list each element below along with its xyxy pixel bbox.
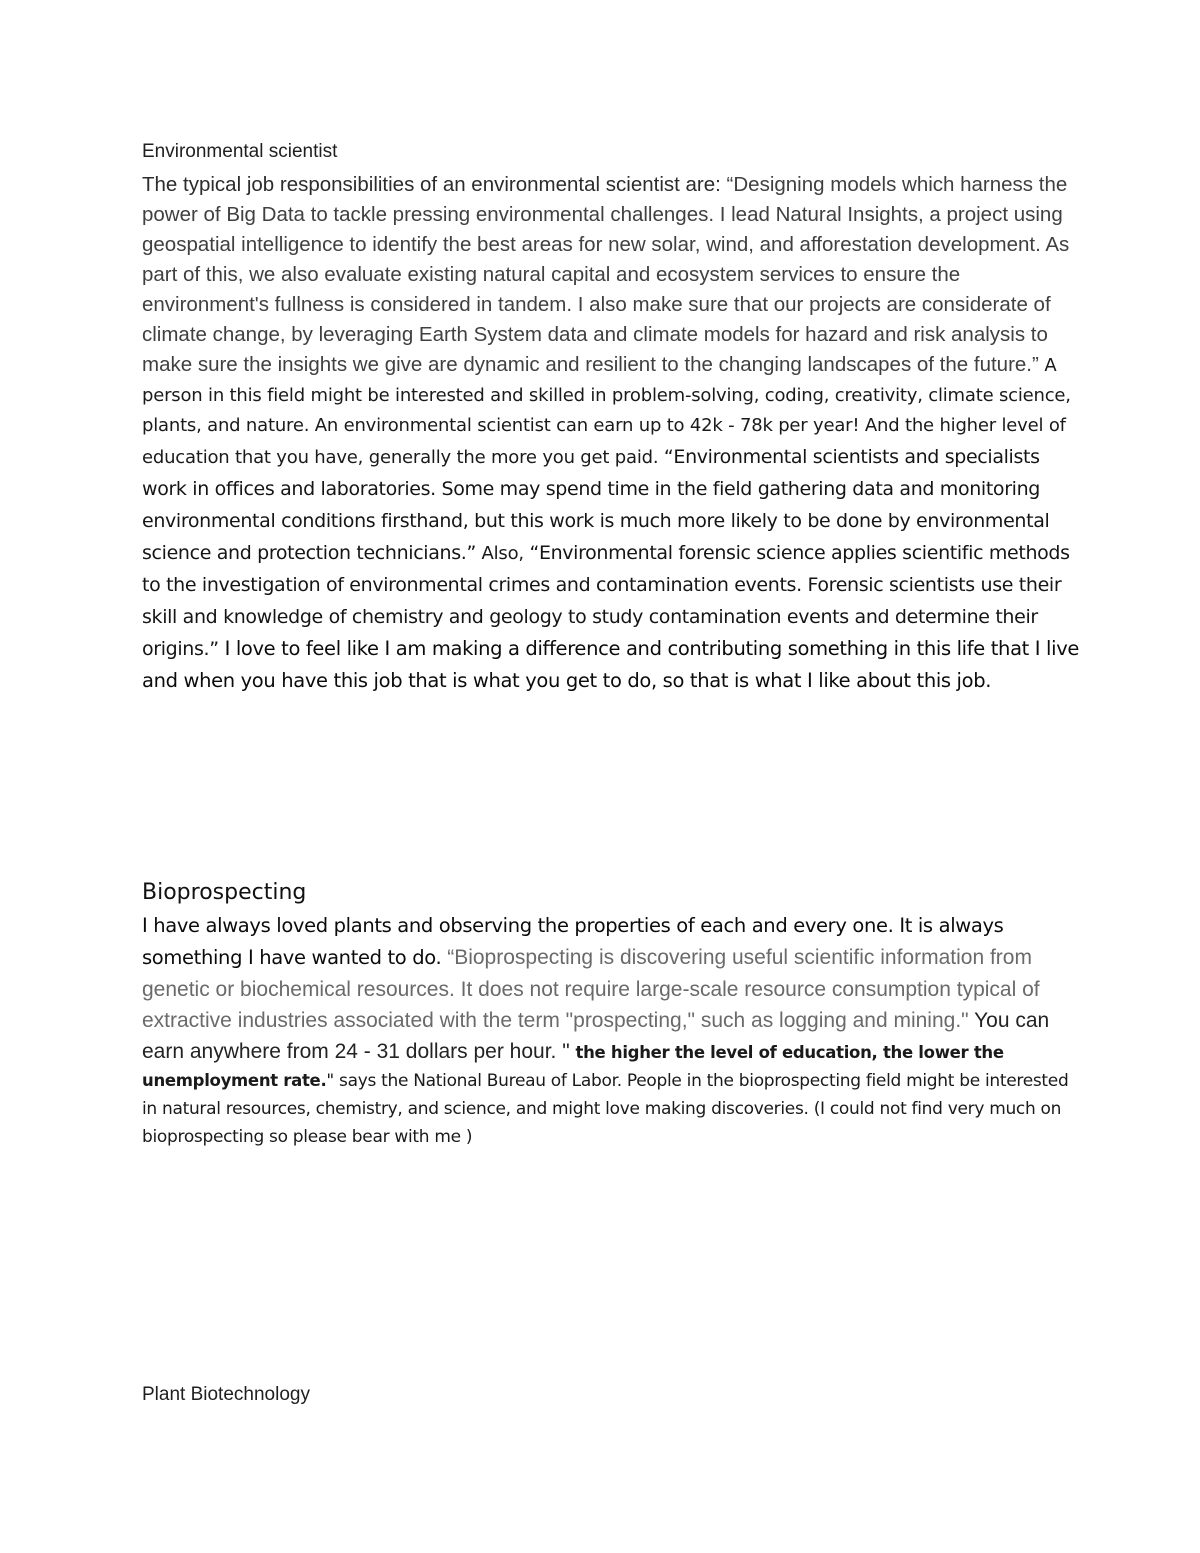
section-heading-environmental-scientist: Environmental scientist [142,141,338,162]
personal-interest-text: I have always loved plants and observing the properties of each and every one. It is always something I have wanted to do. [142,914,1004,969]
education-quote: the higher the level of education, the lower the unemployment rate. [142,1043,1004,1090]
section-heading-bioprospecting: Bioprospecting [142,880,307,905]
forensic-science-quote: “Environmental forensic science applies scientific methods to the investigation of environmental crimes and contamination events. Forensic scientists use their skill and knowledge of chemistry and geology to study contamination events and determine their origins.” [142,542,1070,660]
bioprospecting-paragraph [142,910,1082,1151]
bioprospecting-definition-quote: “Bioprospecting is discovering useful scientific information from genetic or biochemical resources. It does not require large-scale resource consumption typical of extractive industries associated with the term "prospecting," such as logging and mining." [142,946,1040,1032]
skills-and-salary-text: A person in this field might be interested and skilled in problem-solving, coding, creativity, climate science, plants, and nature. An environmental scientist can earn up to 42k - 78k per year! And the higher level of education that you have, generally the more you get paid. [142,355,1071,468]
also-text: Also, [475,543,530,564]
personal-opinion-text: I love to feel like I am making a difference and contributing something in this life that I live and when you have this job that is what you get to do, so that is what I like about this job. [142,637,1080,692]
responsibilities-intro: The typical job responsibilities of an environmental scientist are: [142,173,727,196]
bureau-attribution-text: " says the National Bureau of Labor. People in the bioprospecting field might be interested in natural resources, chemistry, and science, and might love making discoveries. (I could not find very much on bioprospecting so please bear with me ) [142,1071,1069,1147]
environmental-scientist-paragraph [142,170,1082,697]
workplace-quote: “Environmental scientists and specialists work in offices and laboratories. Some may spend time in the field gathering data and monitoring environmental conditions firsthand, but this work is much more likely to be done by environmental science and protection technicians.” [142,446,1050,564]
hourly-pay-text: You can earn anywhere from 24 - 31 dollars per hour. " [142,1009,1050,1063]
job-description-quote: “Designing models which harness the power of Big Data to tackle pressing environmental challenges. I lead Natural Insights, a project using geospatial intelligence to identify the best areas for new solar, wind, and afforestation development. As part of this, we also evaluate existing natural capital and ecosystem services to ensure the environment's fullness is considered in tandem. I also make sure that our projects are considerate of climate change, by leveraging Earth System data and climate models for hazard and risk analysis to make sure the insights we give are dynamic and resilient to the changing landscapes of the future.” [142,173,1070,376]
section-heading-plant-biotechnology: Plant Biotechnology [142,1384,310,1405]
